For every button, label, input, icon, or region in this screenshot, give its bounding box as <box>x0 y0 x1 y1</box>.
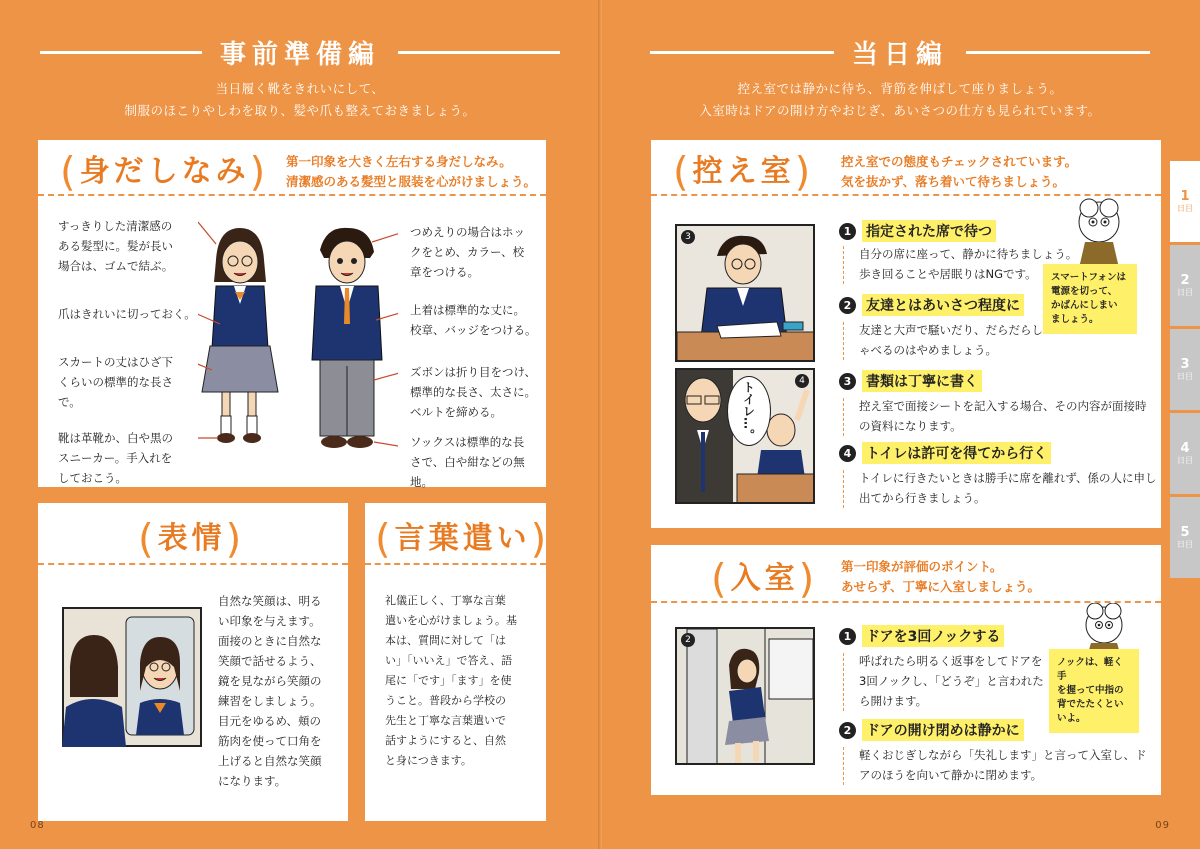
tip-knock: ノックは、軽く手 を握って中指の 背でたたくとい いよ。 <box>1049 649 1139 733</box>
boy-figure <box>312 228 382 448</box>
waiting-room-desc: 控え室での態度もチェックされています。 気を抜かず、落ち着いて待ちましょう。 <box>841 154 1078 189</box>
language-title: (言葉遣い) <box>375 516 551 563</box>
day-tabs <box>1170 161 1200 581</box>
preparation-intro: 当日履く靴をきれいにして、 制服のほこりやしわを取り、髪や爪も整えておきましょう。 <box>124 81 476 118</box>
grooming-title: (身だしなみ) <box>60 149 270 196</box>
entering-step-1-text: 呼ばれたら明るく返事をしてドアを 3回ノックし、「どうぞ」と言われた ら開けます。 <box>839 651 1044 711</box>
note-nails: 爪はきれいに切っておく。 <box>58 307 196 321</box>
waiting-step-1-text: 自分の席に座って、静かに待ちましょう。 歩き回ることや居眠りはNGです。 <box>839 244 1077 284</box>
speech-bubble: トイレ…。 <box>727 376 771 446</box>
students-illustration <box>198 220 398 470</box>
tab-day-5[interactable]: 5 日目 <box>1170 497 1200 578</box>
waiting-step-4: 4 トイレは許可を得てから行く <box>839 442 1051 464</box>
comic-panel-3 <box>675 224 815 362</box>
comic-panel-2 <box>675 627 815 765</box>
expression-title: (表情) <box>138 516 246 563</box>
tab-day-4[interactable]: 4 日目 <box>1170 413 1200 494</box>
waiting-step-3-text: 控え室で面接シートを記入する場合、その内容が面接時 の資料になります。 <box>839 396 1147 436</box>
entering-desc: 第一印象が評価のポイント。 あせらず、丁寧に入室しましょう。 <box>841 559 1041 594</box>
tab-day-3[interactable]: 3 日目 <box>1170 329 1200 410</box>
language-card <box>365 503 551 821</box>
grooming-card <box>38 140 546 487</box>
note-hair: すっきりした清潔感の ある髪型に。髪が長い 場合は、ゴムで結ぶ。 <box>58 219 174 273</box>
entering-step-2-text: 軽くおじぎしながら「失礼します」と言って入室し、ド アのほうを向いて静かに閉めます。 <box>839 745 1147 785</box>
section-title-preparation: 事前準備編 <box>40 30 560 74</box>
waiting-room-title: (控え室) <box>673 149 815 196</box>
note-trousers: ズボンは折り目をつけ、 標準的な長さ、太さに。 ベルトを締める。 <box>410 365 537 419</box>
expression-text: 自然な笑顔は、明る い印象を与えます。 面接のときに自然な 笑顔で話せるよう、 鏡を見ながら笑顔の 練習をしましょう。 目元をゆるめ、頬の 筋肉を使って口角を 上げると自然な笑顔 になります。 <box>218 594 322 788</box>
note-jacket: 上着は標準的な丈に。 校章、バッジをつける。 <box>410 303 537 337</box>
waiting-step-1: 1 指定された席で待つ <box>839 220 996 242</box>
entering-step-2: 2 ドアの開け閉めは静かに <box>839 719 1024 741</box>
tab-day-2[interactable]: 2 日目 <box>1170 245 1200 326</box>
waiting-step-4-text: トイレに行きたいときは勝手に席を離れず、係の人に申し 出てから行きましょう。 <box>839 468 1157 508</box>
entering-card <box>651 545 1161 795</box>
mascot-character <box>1061 198 1137 268</box>
waiting-step-2: 2 友達とはあいさつ程度に <box>839 294 1024 316</box>
language-text: 礼儀正しく、丁寧な言葉 遣いを心がけましょう。基 本は、質問に対して「は い」「いいえ」で答え、語 尾に「です」「ます」を使 うこと。普段から学校の 先生と丁寧な言葉遣いで 話すようにすると、自然 と身につきます。 <box>385 594 517 767</box>
entering-title: (入室) <box>711 556 819 603</box>
mirror-illustration <box>62 607 202 747</box>
note-socks: ソックスは標準的な長 さで、白や紺などの無地。 <box>410 435 525 489</box>
note-skirt: スカートの丈はひざ下 くらいの標準的な長さ で。 <box>58 355 173 409</box>
expression-card <box>38 503 348 821</box>
page-number-right: 09 <box>1155 820 1170 831</box>
grooming-desc: 第一印象を大きく左右する身だしなみ。 清潔感のある髪型と服装を心がけましょう。 <box>286 154 537 189</box>
note-collar: つめえりの場合はホッ クをとめ、カラー、校 章をつける。 <box>410 225 525 279</box>
page-gutter <box>598 0 602 849</box>
tab-day-1[interactable]: 1 日目 <box>1170 161 1200 242</box>
panel-number-4: 4 <box>795 374 809 388</box>
girl-figure <box>202 228 278 443</box>
page-number-left: 08 <box>30 820 45 831</box>
waiting-step-2-text: 友達と大声で騒いだり、だらだらし ゃべるのはやめましょう。 <box>839 320 1043 360</box>
day-of-intro: 控え室では静かに待ち、背筋を伸ばして座りましょう。 入室時はドアの開け方やおじぎ、あいさつの仕方も見られています。 <box>699 81 1101 118</box>
entering-step-1: 1 ドアを3回ノックする <box>839 625 1004 647</box>
section-title-day-of: 当日編 <box>650 30 1150 74</box>
note-shoes: 靴は革靴か、白や黒の スニーカー。手入れを しておこう。 <box>58 431 173 485</box>
waiting-room-card <box>651 140 1161 528</box>
panel-number-2: 2 <box>681 633 695 647</box>
panel-number-3: 3 <box>681 230 695 244</box>
waiting-step-3: 3 書類は丁寧に書く <box>839 370 982 392</box>
tip-smartphone: スマートフォンは 電源を切って、 かばんにしまい ましょう。 <box>1043 264 1137 334</box>
